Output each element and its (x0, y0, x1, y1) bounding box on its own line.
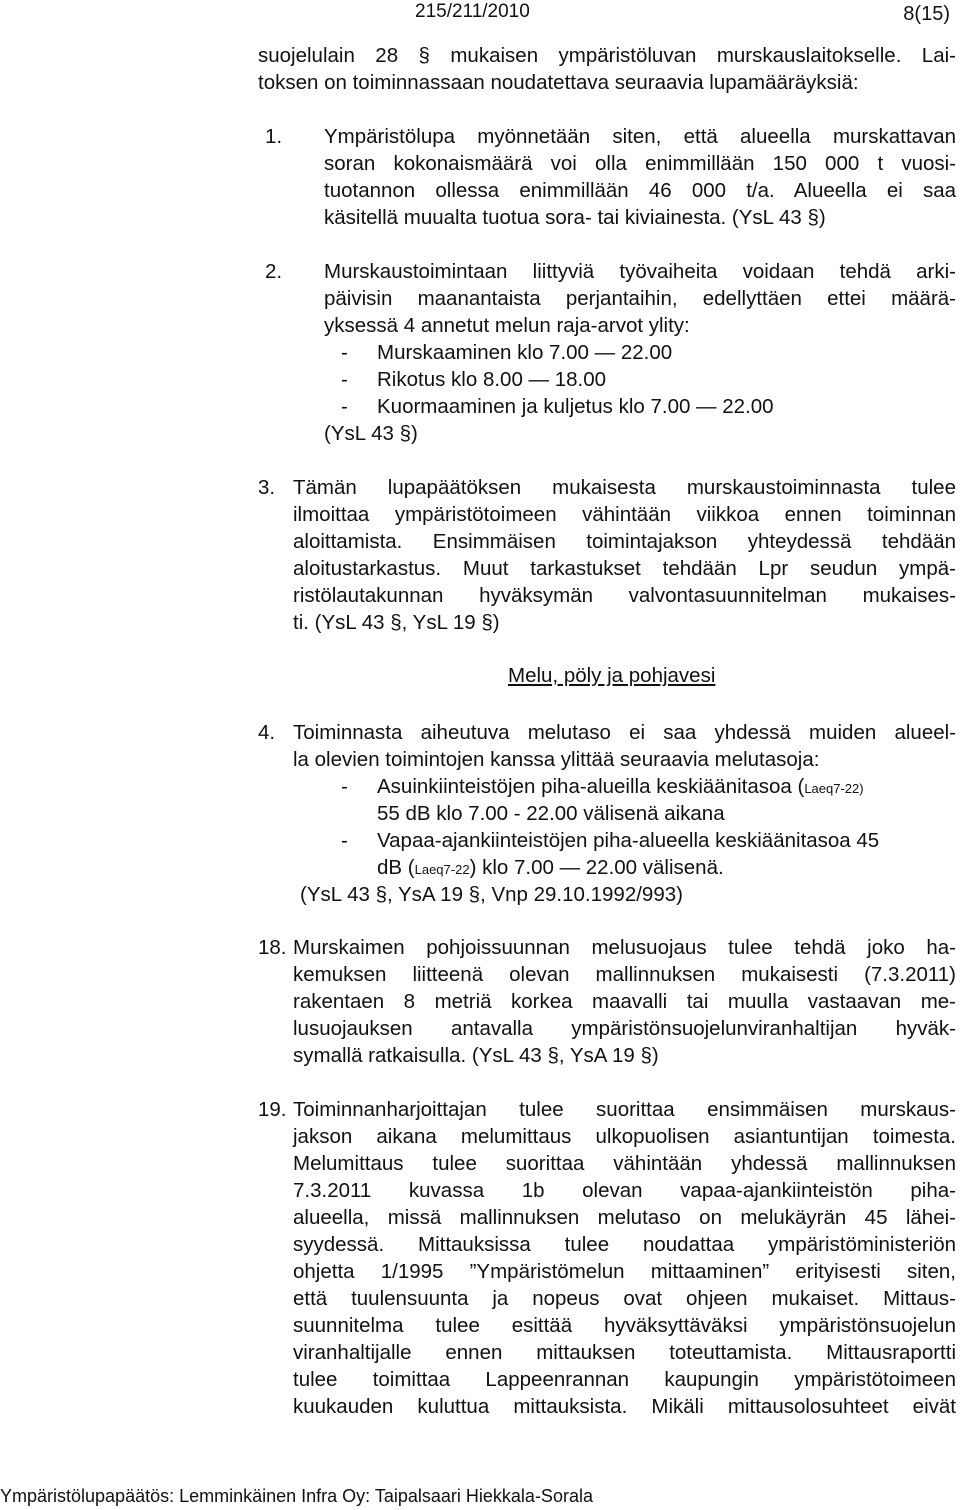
item-line: kuukauden kuluttua mittauksista. Mikäli mittausolosuhteet eivät (293, 1395, 956, 1418)
document-id: 215/211/2010 (415, 1, 530, 22)
item-line: soran kokonaismäärä voi olla enimmillään 150 000 t vuosi- (324, 152, 956, 175)
item-number: 3. (258, 476, 276, 499)
item-line: Tämän lupapäätöksen mukaisesta murskaustoiminnasta tulee (293, 476, 956, 499)
item-line: kemuksen liitteenä olevan mallinnuksen mukaisesti (7.3.2011) (293, 963, 956, 986)
item-number: 4. (258, 721, 276, 744)
page-number: 8(15) (903, 3, 950, 25)
item-line: käsitellä muualta tuotua sora- tai kiviainesta. (YsL 43 §) (324, 206, 826, 229)
item-line: alueella, missä mallinnuksen melutaso on melukäyrän 45 lähei- (293, 1206, 956, 1229)
item-text (324, 258, 956, 339)
item-number: 18. (258, 936, 287, 959)
item-number: 2. (265, 260, 283, 283)
item-text (324, 123, 956, 231)
item-line: 7.3.2011 kuvassa 1b olevan vapaa-ajankiinteistön piha- (293, 1179, 956, 1202)
item-text (293, 474, 956, 636)
item-line: tuotannon ollessa enimmillään 46 000 t/a. Alueella ei saa (324, 179, 956, 202)
list-item: - Kuormaaminen ja kuljetus klo 7.00 — 22.00 (341, 395, 774, 418)
item-number: 1. (265, 125, 283, 148)
item-line: lusuojauksen antavalla ympäristönsuojelunviranhaltijan hyväk- (293, 1017, 956, 1040)
list-item-continuation: 55 dB klo 7.00 - 22.00 välisenä aikana (377, 802, 725, 825)
item-line: yksessä 4 annetut melun raja-arvot ylity: (324, 314, 690, 337)
item-text (293, 719, 956, 773)
item-line: syydessä. Mittauksissa tulee noudattaa ympäristöministeriön (293, 1233, 956, 1256)
item-line: Toiminnanharjoittajan tulee suorittaa ensimmäisen murskaus- (293, 1098, 956, 1121)
intro-paragraph (258, 42, 956, 96)
list-item: - Rikotus klo 8.00 — 18.00 (341, 368, 607, 391)
item-line: päivisin maanantaista perjantaihin, edellyttäen ettei määrä- (324, 287, 956, 310)
item-line: Ympäristölupa myönnetään siten, että alueella murskattavan (324, 125, 956, 148)
item-line: viranhaltijalle ennen mittauksen toteuttamista. Mittausraportti (293, 1341, 956, 1364)
item-line: aloittamista. Ensimmäisen toimintajakson yhteydessä tehdään (293, 530, 956, 553)
item-text (293, 1096, 956, 1420)
legal-reference: (YsL 43 §) (324, 422, 418, 445)
list-item: - Asuinkiinteistöjen piha-alueilla keskiäänitasoa (Laeq7-22) (341, 775, 864, 798)
item-text (293, 934, 956, 1069)
item-line: jakson aikana melumittaus ulkopuolisen asiantuntijan toimesta. (293, 1125, 956, 1148)
item-line: tulee toimittaa Lappeenrannan kaupungin ympäristötoimeen (293, 1368, 956, 1391)
item-line: ti. (YsL 43 §, YsL 19 §) (293, 611, 500, 634)
item-line: suunnitelma tulee esittää hyväksyttäväksi ympäristönsuojelun (293, 1314, 956, 1337)
item-line: symallä ratkaisulla. (YsL 43 §, YsA 19 §) (293, 1044, 659, 1067)
item-line: Melumittaus tulee suorittaa vähintään yhdessä mallinnuksen (293, 1152, 956, 1175)
item-line: aloitustarkastus. Muut tarkastukset tehdään Lpr seudun ympä- (293, 557, 956, 580)
item-line: ilmoittaa ympäristötoimeen vähintään viikkoa ennen toiminnan (293, 503, 956, 526)
item-line: la olevien toimintojen kanssa ylittää seuraavia melutasoja: (293, 748, 820, 771)
section-heading: Melu, pöly ja pohjavesi (508, 664, 716, 687)
item-line: ohjetta 1/1995 ”Ympäristömelun mittaaminen” erityisesti siten, (293, 1260, 956, 1283)
list-item: - Vapaa-ajankiinteistöjen piha-alueella keskiäänitasoa 45 (341, 829, 880, 852)
list-item-continuation: dB (Laeq7-22) klo 7.00 — 22.00 välisenä. (377, 856, 724, 879)
page-footer: Ympäristölupapäätös: Lemminkäinen Infra Oy: Taipalsaari Hiekkala-Sorala (0, 1486, 593, 1506)
list-item: - Murskaaminen klo 7.00 — 22.00 (341, 341, 673, 364)
item-line: Murskaimen pohjoissuunnan melusuojaus tulee tehdä joko ha- (293, 936, 956, 959)
item-number: 19. (258, 1098, 287, 1121)
item-line: Murskaustoimintaan liittyviä työvaiheita voidaan tehdä arki- (324, 260, 956, 283)
item-line: Toiminnasta aiheutuva melutaso ei saa yhdessä muiden alueel- (293, 721, 956, 744)
intro-line: toksen on toiminnassaan noudatettava seuraavia lupamääräyksiä: (258, 71, 859, 94)
intro-line: suojelulain 28 § mukaisen ympäristöluvan murskauslaitokselle. Lai- (258, 44, 956, 67)
item-line: että tuulensuunta ja nopeus ovat ohjeen mukaiset. Mittaus- (293, 1287, 956, 1310)
legal-reference: (YsL 43 §, YsA 19 §, Vnp 29.10.1992/993) (300, 883, 683, 906)
item-line: ristölautakunnan hyväksymän valvontasuunnitelman mukaises- (293, 584, 956, 607)
item-line: rakentaen 8 metriä korkea maavalli tai muulla vastaavan me- (293, 990, 956, 1013)
